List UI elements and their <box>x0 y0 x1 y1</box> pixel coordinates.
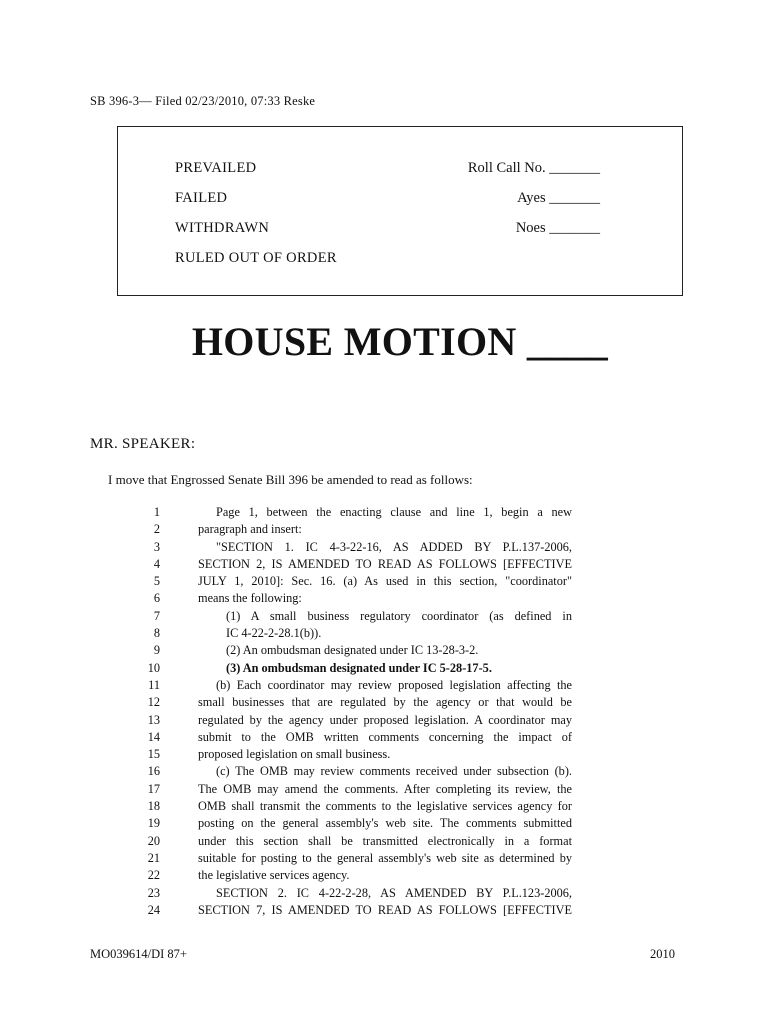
status-withdrawn: WITHDRAWN <box>175 220 270 236</box>
line-number: 23 <box>147 885 160 900</box>
line-number: 17 <box>147 781 160 796</box>
line-text: means the following: <box>198 591 302 606</box>
line-text: small businesses that are regulated by the agency or that would be <box>198 695 572 710</box>
line-text: The OMB may amend the comments. After completing its review, the <box>198 781 572 796</box>
line-number: 16 <box>147 764 160 779</box>
filed-line: SB 396-3— Filed 02/23/2010, 07:33 Reske <box>90 94 316 108</box>
document-id: MO039614/DI 87+ <box>90 947 187 961</box>
line-text: (3) An ombudsman designated under IC 5-28-17-5. <box>226 660 492 675</box>
line-number: 2 <box>153 522 160 537</box>
line-text: posting on the general assembly's web site. The comments submitted <box>198 816 572 831</box>
noes-count: Noes _______ <box>515 220 600 236</box>
line-text: SECTION 2. IC 4-22-2-28, AS AMENDED BY P.L.123-2006, <box>216 885 572 900</box>
line-text: suitable for posting to the general assembly's web site as determined by <box>198 850 572 865</box>
ayes-count: Ayes _______ <box>517 190 600 206</box>
numbered-line <box>140 850 572 867</box>
line-number: 8 <box>153 626 160 641</box>
numbered-line <box>140 504 572 521</box>
numbered-line <box>140 642 572 659</box>
numbered-line <box>140 815 572 832</box>
line-text: OMB shall transmit the comments to the legislative services agency for <box>198 799 572 814</box>
line-number: 4 <box>153 556 160 571</box>
numbered-line <box>140 781 572 798</box>
document-year: 2010 <box>650 947 675 961</box>
line-number: 3 <box>153 539 160 554</box>
numbered-line <box>140 763 572 780</box>
numbered-line <box>140 556 572 573</box>
numbered-line <box>140 660 572 677</box>
line-number: 9 <box>153 643 160 658</box>
line-text: SECTION 2, IS AMENDED TO READ AS FOLLOWS [EFFECTIVE <box>198 556 572 571</box>
status-prevailed: PREVAILED <box>175 160 257 176</box>
numbered-line <box>140 729 572 746</box>
line-text: JULY 1, 2010]: Sec. 16. (a) As used in this section, "coordinator" <box>198 574 572 589</box>
line-text: SECTION 7, IS AMENDED TO READ AS FOLLOWS [EFFECTIVE <box>198 902 572 917</box>
numbered-line <box>140 798 572 815</box>
numbered-line <box>140 712 572 729</box>
numbered-line <box>140 608 572 625</box>
line-number: 6 <box>153 591 160 606</box>
status-ruled-out-of-order: RULED OUT OF ORDER <box>175 250 337 266</box>
vote-tallies <box>468 158 600 248</box>
line-number: 13 <box>147 712 160 727</box>
numbered-line <box>140 539 572 556</box>
line-text: (b) Each coordinator may review proposed legislation affecting the <box>216 677 572 692</box>
amendment-text <box>140 504 572 919</box>
vote-status-box <box>117 126 683 296</box>
numbered-line <box>140 573 572 590</box>
line-number: 22 <box>147 868 160 883</box>
line-text: "SECTION 1. IC 4-3-22-16, AS ADDED BY P.L.137-2006, <box>216 539 572 554</box>
numbered-line <box>140 521 572 538</box>
status-failed: FAILED <box>175 190 228 206</box>
addressee: MR. SPEAKER: <box>90 436 196 452</box>
numbered-line <box>140 867 572 884</box>
line-text: (1) A small business regulatory coordinator (as defined in <box>226 608 572 623</box>
line-text: submit to the OMB written comments concerning the impact of <box>198 729 572 744</box>
numbered-line <box>140 590 572 607</box>
line-text: paragraph and insert: <box>198 522 302 537</box>
numbered-line <box>140 625 572 642</box>
line-text: IC 4-22-2-28.1(b)). <box>226 626 322 641</box>
line-text: (2) An ombudsman designated under IC 13-28-3-2. <box>226 643 479 658</box>
line-number: 19 <box>147 816 160 831</box>
line-number: 11 <box>148 677 160 692</box>
line-text: under this section shall be transmitted electronically in a format <box>198 833 572 848</box>
numbered-line <box>140 677 572 694</box>
line-text: regulated by the agency under proposed legislation. A coordinator may <box>198 712 572 727</box>
numbered-line <box>140 746 572 763</box>
motion-title: HOUSE MOTION ____ <box>191 319 609 364</box>
line-text: the legislative services agency. <box>198 868 350 883</box>
line-number: 14 <box>147 729 160 744</box>
line-number: 5 <box>153 574 160 589</box>
roll-call-number: Roll Call No. _______ <box>467 160 600 176</box>
line-text: Page 1, between the enacting clause and line 1, begin a new <box>216 505 572 519</box>
line-number: 15 <box>147 747 160 762</box>
line-text: (c) The OMB may review comments received under subsection (b). <box>216 764 572 779</box>
line-number: 12 <box>147 695 160 710</box>
numbered-line <box>140 833 572 850</box>
line-number: 1 <box>153 505 160 519</box>
line-number: 24 <box>147 902 160 917</box>
numbered-line <box>140 885 572 902</box>
numbered-line <box>140 694 572 711</box>
line-number: 21 <box>147 850 160 865</box>
line-number: 7 <box>153 608 160 623</box>
status-options <box>175 158 337 278</box>
line-number: 18 <box>147 799 160 814</box>
line-number: 20 <box>147 833 160 848</box>
line-number: 10 <box>147 660 160 675</box>
motion-intro: I move that Engrossed Senate Bill 396 be amended to read as follows: <box>108 472 473 487</box>
line-text: proposed legislation on small business. <box>198 747 391 762</box>
numbered-line <box>140 902 572 919</box>
